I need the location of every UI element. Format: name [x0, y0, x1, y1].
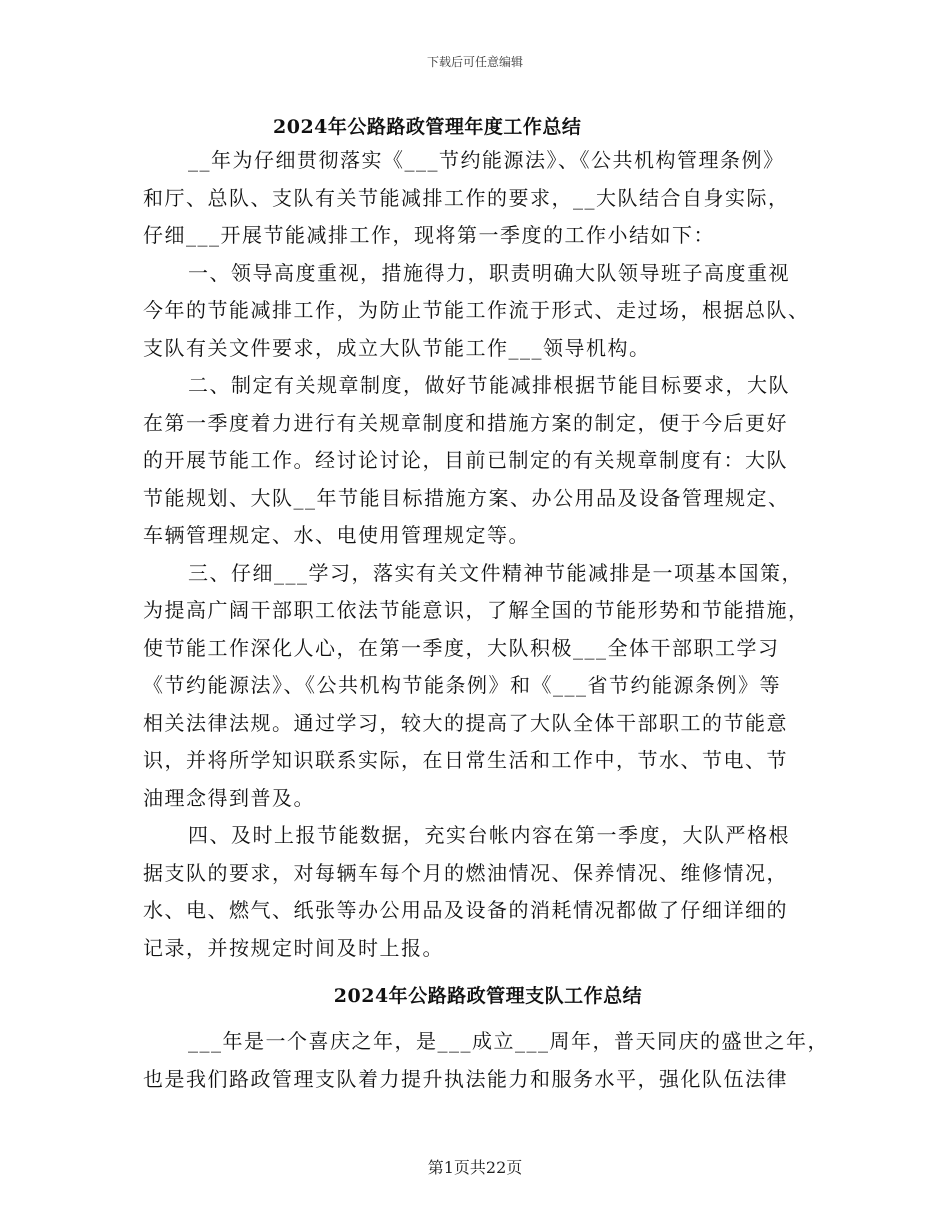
document-body — [143, 112, 833, 1098]
paragraph-line: 支队有关文件要求，成立大队节能工作___领导机构。 — [143, 335, 651, 360]
section1-body — [143, 142, 833, 967]
paragraph-line: 据支队的要求，对每辆车每个月的燃油情况、保养情况、维修情况， — [143, 860, 788, 885]
paragraph-line: 油理念得到普及。 — [143, 785, 315, 810]
paragraph-line: 识，并将所学知识联系实际，在日常生活和工作中，节水、节电、节 — [143, 748, 788, 772]
paragraph-line: 今年的节能减排工作，为防止节能工作流于形式、走过场，根据总队、 — [143, 298, 810, 322]
paragraph-line: 使节能工作深化人心，在第一季度，大队积极___全体干部职工学习 — [143, 635, 780, 660]
paragraph-line: 为提高广阔干部职工依法节能意识，了解全国的节能形势和节能措施， — [143, 598, 810, 622]
paragraph-line: ___年是一个喜庆之年，是___成立___周年，普天同庆的盛世之年， — [188, 1029, 829, 1053]
section2-body — [143, 1023, 833, 1098]
section2-title: 2024年公路路政管理支队工作总结 — [333, 985, 643, 1007]
paragraph-line: 《节约能源法》、《公共机构节能条例》和《___省节约能源条例》等 — [143, 673, 781, 697]
page-number: 第1页共22页 — [427, 1158, 523, 1177]
header-note: 下载后可任意编辑 — [426, 55, 523, 69]
paragraph-line: 的开展节能工作。经讨论讨论，目前已制定的有关规章制度有：大队 — [143, 448, 788, 472]
paragraph-line: 和厅、总队、支队有关节能减排工作的要求，__大队结合自身实际， — [143, 185, 790, 210]
paragraph-line: 在第一季度着力进行有关规章制度和措施方案的制定，便于今后更好 — [143, 410, 788, 435]
section1-title: 2024年公路路政管理年度工作总结 — [273, 116, 582, 138]
paragraph-line: 节能规划、大队__年节能目标措施方案、办公用品及设备管理规定、 — [143, 485, 790, 510]
paragraph-line: 记录，并按规定时间及时上报。 — [143, 935, 444, 960]
paragraph-line: 三、仔细___学习，落实有关文件精神节能减排是一项基本国策， — [188, 560, 803, 585]
paragraph-line: __年为仔细贯彻落实《___节约能源法》、《公共机构管理条例》 — [188, 148, 785, 172]
paragraph-line: 二、制定有关规章制度，做好节能减排根据节能目标要求，大队 — [188, 373, 790, 397]
paragraph-line: 也是我们路政管理支队着力提升执法能力和服务水平，强化队伍法律 — [143, 1066, 788, 1091]
paragraph-line: 一、领导高度重视，措施得力，职责明确大队领导班子高度重视 — [188, 260, 790, 285]
paragraph-line: 相关法律法规。通过学习，较大的提高了大队全体干部职工的节能意 — [143, 710, 788, 735]
paragraph-line: 四、及时上报节能数据，充实台帐内容在第一季度，大队严格根 — [188, 823, 790, 847]
paragraph-line: 水、电、燃气、纸张等办公用品及设备的消耗情况都做了仔细详细的 — [143, 898, 788, 922]
paragraph-line: 仔细___开展节能减排工作，现将第一季度的工作小结如下： — [143, 223, 715, 247]
paragraph-line: 车辆管理规定、水、电使用管理规定等。 — [143, 523, 530, 547]
